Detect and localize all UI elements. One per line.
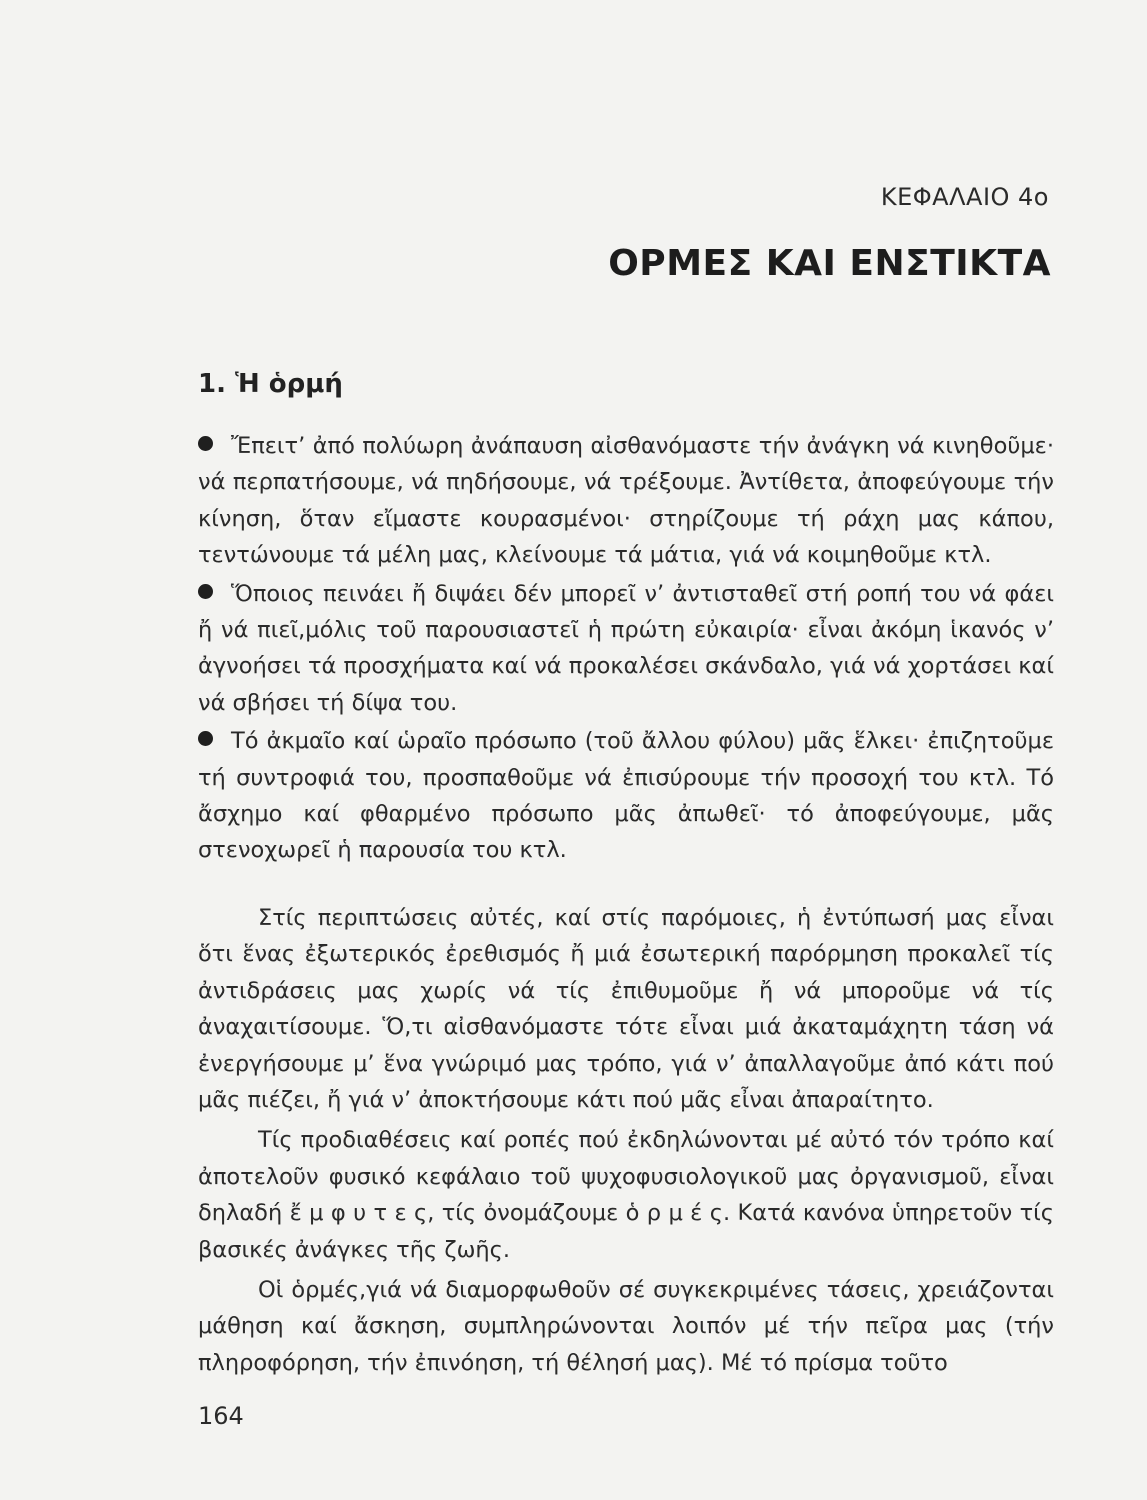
bullet-text: Ἔπειτ’ ἀπό πολύωρη ἀνάπαυση αἰσθανόμαστε τήν ἀνάγκη νά κινηθοῦμε· νά περπατήσουμε, νά πηδήσουμε, νά τρέξουμε. Ἀντίθετα, ἀποφεύγουμε τήν κίνηση, ὅταν εἴμαστε κουρασμένοι· στηρίζουμε τή ράχη μας κάπου, τεντώνουμε τά μέλη μας, κλείνουμε τά μάτια, γιά νά κοιμηθοῦμε κτλ. — [198, 433, 1054, 569]
paragraph: Οἱ ὁρμές,γιά νά διαμορφωθοῦν σέ συγκεκριμένες τάσεις, χρειάζονται μάθηση καί ἄσκηση, συμπληρώνονται λοιπόν μέ τήν πεῖρα μας (τήν πληροφόρηση, τήν ἐπινόηση, τή θέλησή μας). Μέ τό πρίσμα τοῦτο — [198, 1277, 1054, 1376]
chapter-title: ΟΡΜΕΣ ΚΑΙ ΕΝΣΤΙΚΤΑ — [608, 243, 1051, 284]
bullet-item — [198, 723, 1054, 869]
paragraph: Τίς προδιαθέσεις καί ροπές πού ἐκδηλώνονται μέ αὐτό τόν τρόπο καί ἀποτελοῦν φυσικό κεφάλαιο τοῦ ψυχοφυσιολογικοῦ μας ὀργανισμοῦ, εἶναι δηλαδή ἔ μ φ υ τ ε ς, τίς ὀνομάζουμε ὁ ρ μ έ ς. Κατά κανόνα ὑπηρετοῦν τίς βασικές ἀνάγκες τῆς ζωῆς. — [198, 1127, 1054, 1263]
chapter-label: ΚΕΦΑΛΑΙΟ 4ο — [880, 183, 1049, 211]
page-number: 164 — [198, 1402, 244, 1430]
body-text — [198, 900, 1054, 1381]
bullet-list — [198, 428, 1054, 869]
bullet-icon — [198, 584, 213, 599]
bullet-item — [198, 428, 1054, 574]
bullet-text: Ὅποιος πεινάει ἤ διψάει δέν μπορεῖ ν’ ἀντισταθεῖ στή ροπή του νά φάει ἤ νά πιεῖ,μόλις τοῦ παρουσιαστεῖ ἡ πρώτη εὐκαιρία· εἶναι ἀκόμη ἱκανός ν’ ἀγνοήσει τά προσχήματα καί νά προκαλέσει σκάνδαλο, γιά νά χορτάσει καί νά σβήσει τή δίψα του. — [198, 580, 1054, 716]
bullet-item — [198, 576, 1054, 722]
bullet-icon — [198, 731, 213, 746]
bullet-icon — [198, 436, 213, 451]
section-heading: 1. Ἡ ὁρμή — [198, 369, 343, 399]
bullet-text: Τό ἀκμαῖο καί ὡραῖο πρόσωπο (τοῦ ἄλλου φύλου) μᾶς ἕλκει· ἐπιζητοῦμε τή συντροφιά του, προσπαθοῦμε νά ἐπισύρουμε τήν προσοχή του κτλ. Τό ἄσχημο καί φθαρμένο πρόσωπο μᾶς ἀπωθεῖ· τό ἀποφεύγουμε, μᾶς στενοχωρεῖ ἡ παρουσία του κτλ. — [198, 728, 1054, 864]
paragraph: Στίς περιπτώσεις αὐτές, καί στίς παρόμοιες, ἡ ἐντύπωσή μας εἶναι ὅτι ἕνας ἐξωτερικός ἐρεθισμός ἤ μιά ἐσωτερική παρόρμηση προκαλεῖ τίς ἀντιδράσεις μας χωρίς νά τίς ἐπιθυμοῦμε ἤ νά μποροῦμε νά τίς ἀναχαιτίσουμε. Ὅ,τι αἰσθανόμαστε τότε εἶναι μιά ἀκαταμάχητη τάση νά ἐνεργήσουμε μ’ ἕνα γνώριμό μας τρόπο, γιά ν’ ἀπαλλαγοῦμε ἀπό κάτι πού μᾶς πιέζει, ἤ γιά ν’ ἀποκτήσουμε κάτι πού μᾶς εἶναι ἀπαραίτητο. — [198, 905, 1054, 1114]
